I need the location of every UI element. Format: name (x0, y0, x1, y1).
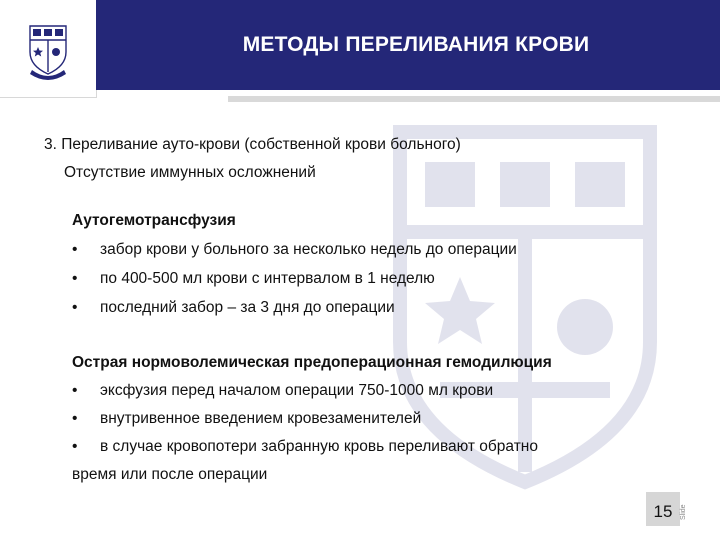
bullet-marker: • (72, 241, 78, 258)
section-heading: 3. Переливание ауто-крови (собственной крови больного) (44, 136, 461, 153)
bullet-marker: • (72, 410, 78, 427)
bullet-marker: • (72, 299, 78, 316)
slide-number: 15 (653, 502, 673, 521)
slide-label: Slide (680, 504, 687, 520)
page-title: МЕТОДЫ ПЕРЕЛИВАНИЯ КРОВИ (242, 33, 590, 56)
block1-bullet-3: последний забор – за 3 дня до операции (100, 299, 395, 316)
title-bar (96, 0, 720, 90)
block1-title: Аутогемотрансфузия (72, 212, 236, 229)
bullet-marker: • (72, 270, 78, 287)
bullet-marker: • (72, 438, 78, 455)
block1-bullet-2: по 400-500 мл крови с интервалом в 1 неделю (100, 270, 435, 287)
block2-bullet-3: в случае кровопотери забранную кровь переливают обратно (100, 438, 538, 455)
block2-continuation: время или после операции (72, 466, 268, 483)
section-subheading: Отсутствие иммунных осложнений (64, 164, 316, 181)
slide-number-box (646, 492, 680, 526)
university-crest-watermark (380, 112, 670, 492)
header-divider (228, 96, 720, 102)
university-crest-icon (0, 0, 96, 97)
logo-area (0, 0, 97, 98)
bullet-marker: • (72, 382, 78, 399)
block2-bullet-1: эксфузия перед началом операции 750-1000 мл крови (100, 382, 494, 399)
block2-title: Острая нормоволемическая предоперационная гемодилюция (72, 354, 552, 371)
block1-bullet-1: забор крови у больного за несколько недель до операции (100, 241, 517, 258)
block2-bullet-2: внутривенное введением кровезаменителей (100, 410, 422, 427)
